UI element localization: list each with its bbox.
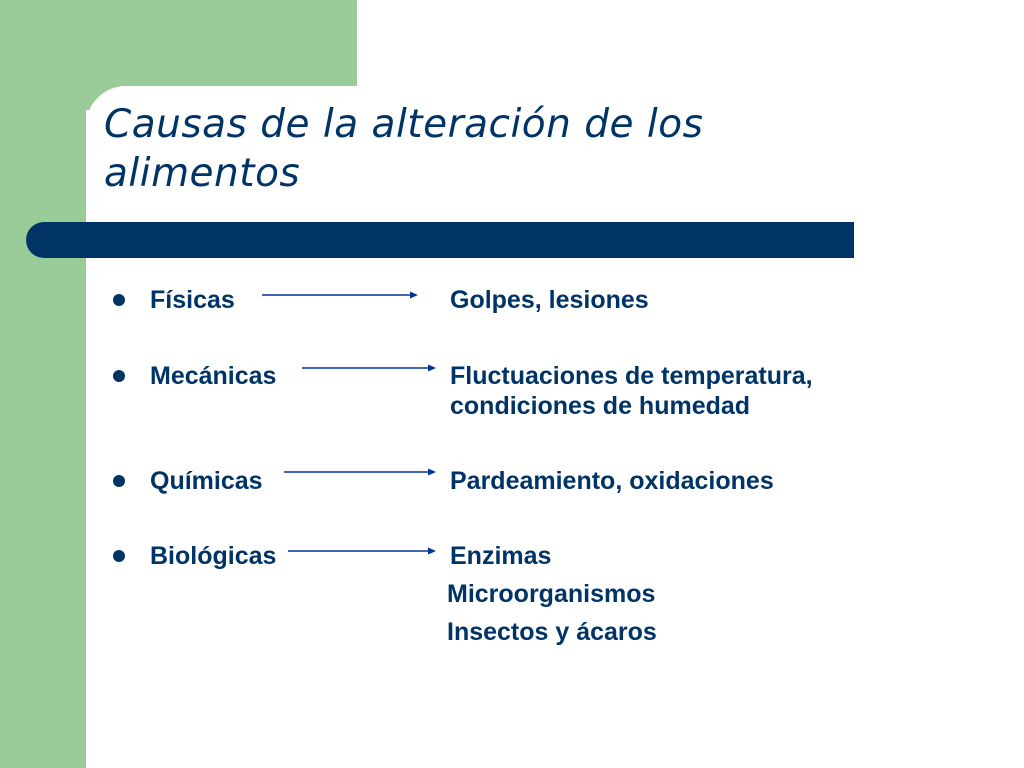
cause-label: Físicas — [150, 286, 235, 314]
cause-label: Mecánicas — [150, 362, 277, 390]
bullet-icon — [113, 370, 125, 382]
extra-effect-microorganismos: Microorganismos — [447, 580, 656, 608]
arrow-right-icon — [284, 467, 436, 477]
cause-label: Químicas — [150, 467, 263, 495]
arrow-right-icon — [302, 363, 436, 373]
cause-label: Biológicas — [150, 542, 277, 570]
title-underline-bar — [26, 222, 854, 258]
slide-title: Causas de la alteración de los alimentos — [104, 102, 704, 196]
bullet-icon — [113, 550, 125, 562]
arrow-right-icon — [262, 290, 418, 300]
effect-label: Enzimas — [450, 542, 552, 570]
effect-label: Pardeamiento, oxidaciones — [450, 467, 774, 495]
effect-label-line-2: condiciones de humedad — [450, 392, 751, 420]
green-accent-left — [0, 0, 86, 768]
bullet-icon — [113, 294, 125, 306]
extra-effect-insectos: Insectos y ácaros — [447, 618, 657, 646]
bullet-icon — [113, 475, 125, 487]
effect-label: Golpes, lesiones — [450, 286, 649, 314]
arrow-right-icon — [288, 546, 436, 556]
effect-label-line-1: Fluctuaciones de temperatura, — [450, 362, 813, 390]
